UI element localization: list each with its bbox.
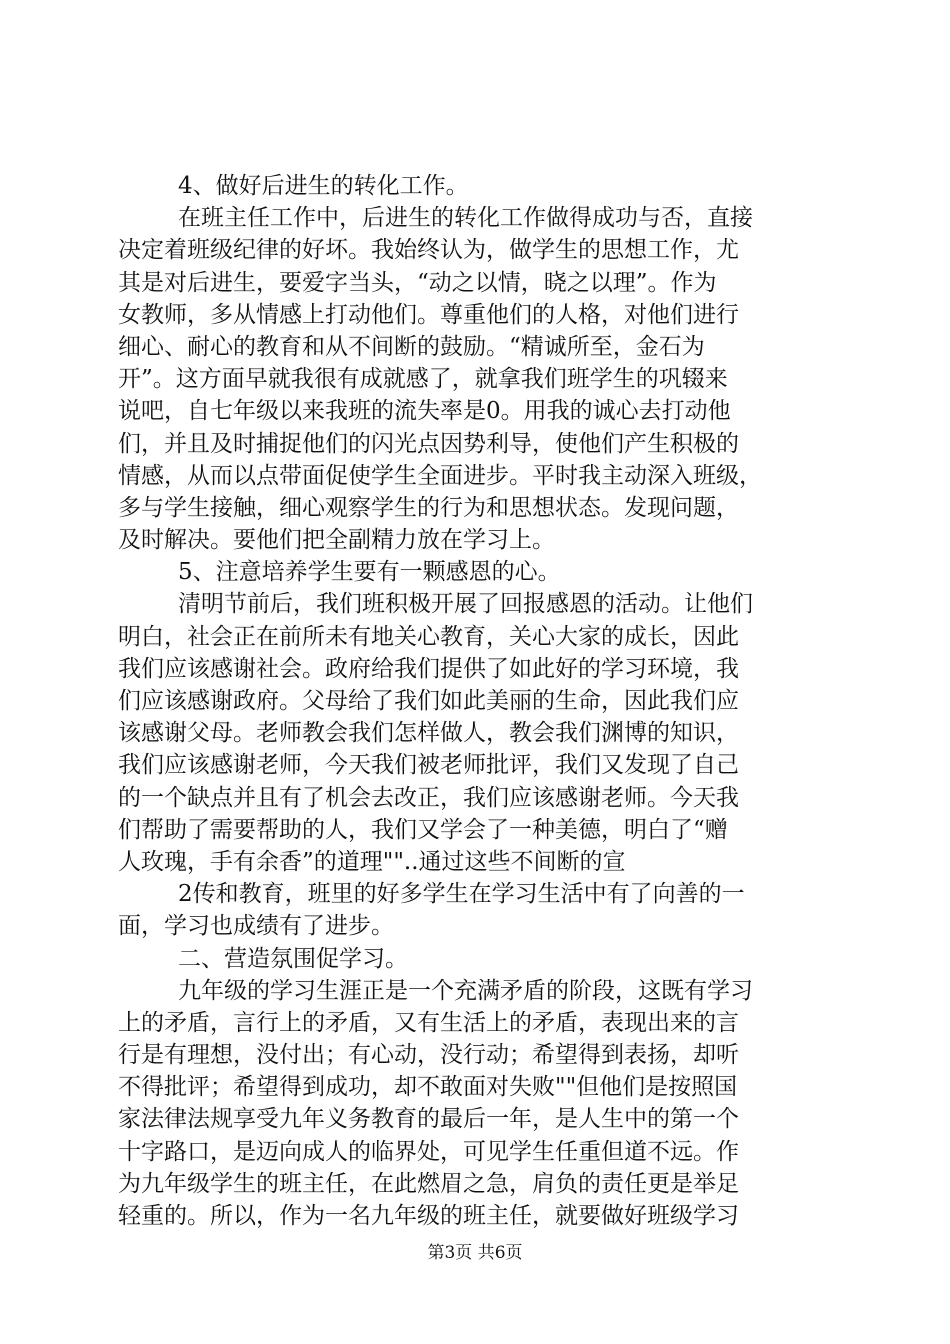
paragraph-line: 开”。这方面早就我很有成就感了，就拿我们班学生的巩辍来 xyxy=(118,366,728,393)
paragraph-line: 明白，社会正在前所未有地关心教育，关心大家的成长，因此 xyxy=(118,623,739,650)
paragraph-line: 九年级的学习生涯正是一个充满矛盾的阶段，这既有学习 xyxy=(178,977,753,1004)
paragraph-line: 为九年级学生的班主任，在此燃眉之急，肩负的责任更是举足 xyxy=(118,1170,739,1197)
paragraph-line: 行是有理想，没付出；有心动，没行动；希望得到表扬，却听 xyxy=(118,1042,739,1069)
paragraph-line: 2传和教育，班里的好多学生在学习生活中有了向善的一 xyxy=(178,881,745,908)
paragraph-line: 清明节前后，我们班积极开展了回报感恩的活动。让他们 xyxy=(178,591,753,618)
paragraph-line: 上的矛盾，言行上的矛盾，又有生活上的矛盾，表现出来的言 xyxy=(118,1009,739,1036)
section-heading: 二、营造氛围促学习。 xyxy=(178,945,408,972)
document-body xyxy=(118,170,832,1232)
paragraph-line: 我们应该感谢社会。政府给我们提供了如此好的学习环境，我 xyxy=(118,655,739,682)
paragraph-line: 家法律法规享受九年义务教育的最后一年，是人生中的第一个 xyxy=(118,1106,739,1133)
section-heading: 5、注意培养学生要有一颗感恩的心。 xyxy=(178,559,561,586)
paragraph-line: 们帮助了需要帮助的人，我们又学会了一种美德，明白了“赠 xyxy=(118,816,728,843)
paragraph-line: 细心、耐心的教育和从不间断的鼓励。“精诚所至，金石为 xyxy=(118,333,705,360)
paragraph-line: 多与学生接触，细心观察学生的行为和思想状态。发现问题， xyxy=(118,494,739,521)
paragraph-line: 情感，从而以点带面促使学生全面进步。平时我主动深入班级， xyxy=(118,462,762,489)
paragraph-line: 面，学习也成绩有了进步。 xyxy=(118,913,394,940)
paragraph-line: 我们应该感谢老师，今天我们被老师批评，我们又发现了自己 xyxy=(118,752,739,779)
paragraph-line: 们，并且及时捕捉他们的闪光点因势利导，使他们产生积极的 xyxy=(118,430,739,457)
paragraph-line: 在班主任工作中，后进生的转化工作做得成功与否，直接 xyxy=(178,205,753,232)
paragraph-line: 轻重的。所以，作为一名九年级的班主任，就要做好班级学习 xyxy=(118,1203,739,1229)
paragraph-line: 们应该感谢政府。父母给了我们如此美丽的生命，因此我们应 xyxy=(118,688,739,714)
paragraph-line: 十字路口，是迈向成人的临界处，可见学生任重但道不远。作 xyxy=(118,1138,739,1165)
paragraph-line: 不得批评；希望得到成功，却不敢面对失败""但他们是按照国 xyxy=(118,1074,738,1101)
page-number-footer: 第3页 共6页 xyxy=(427,1243,523,1263)
paragraph-line: 决定着班级纪律的好坏。我始终认为，做学生的思想工作，尤 xyxy=(118,237,739,264)
paragraph-line: 的一个缺点并且有了机会去改正，我们应该感谢老师。今天我 xyxy=(118,784,739,811)
paragraph-line: 说吧，自七年级以来我班的流失率是0。用我的诚心去打动他 xyxy=(118,398,731,425)
paragraph-line: 其是对后进生，要爱字当头，“动之以情，晓之以理”。作为 xyxy=(118,269,717,296)
paragraph-line: 及时解决。要他们把全副精力放在学习上。 xyxy=(118,527,555,554)
section-heading: 4、做好后进生的转化工作。 xyxy=(178,173,469,199)
paragraph-line: 女教师，多从情感上打动他们。尊重他们的人格，对他们进行 xyxy=(118,301,739,328)
paragraph-line: 该感谢父母。老师教会我们怎样做人，教会我们渊博的知识， xyxy=(118,720,739,747)
paragraph-line: 人玫瑰，手有余香”的道理""..通过这些不间断的宣 xyxy=(118,848,626,875)
